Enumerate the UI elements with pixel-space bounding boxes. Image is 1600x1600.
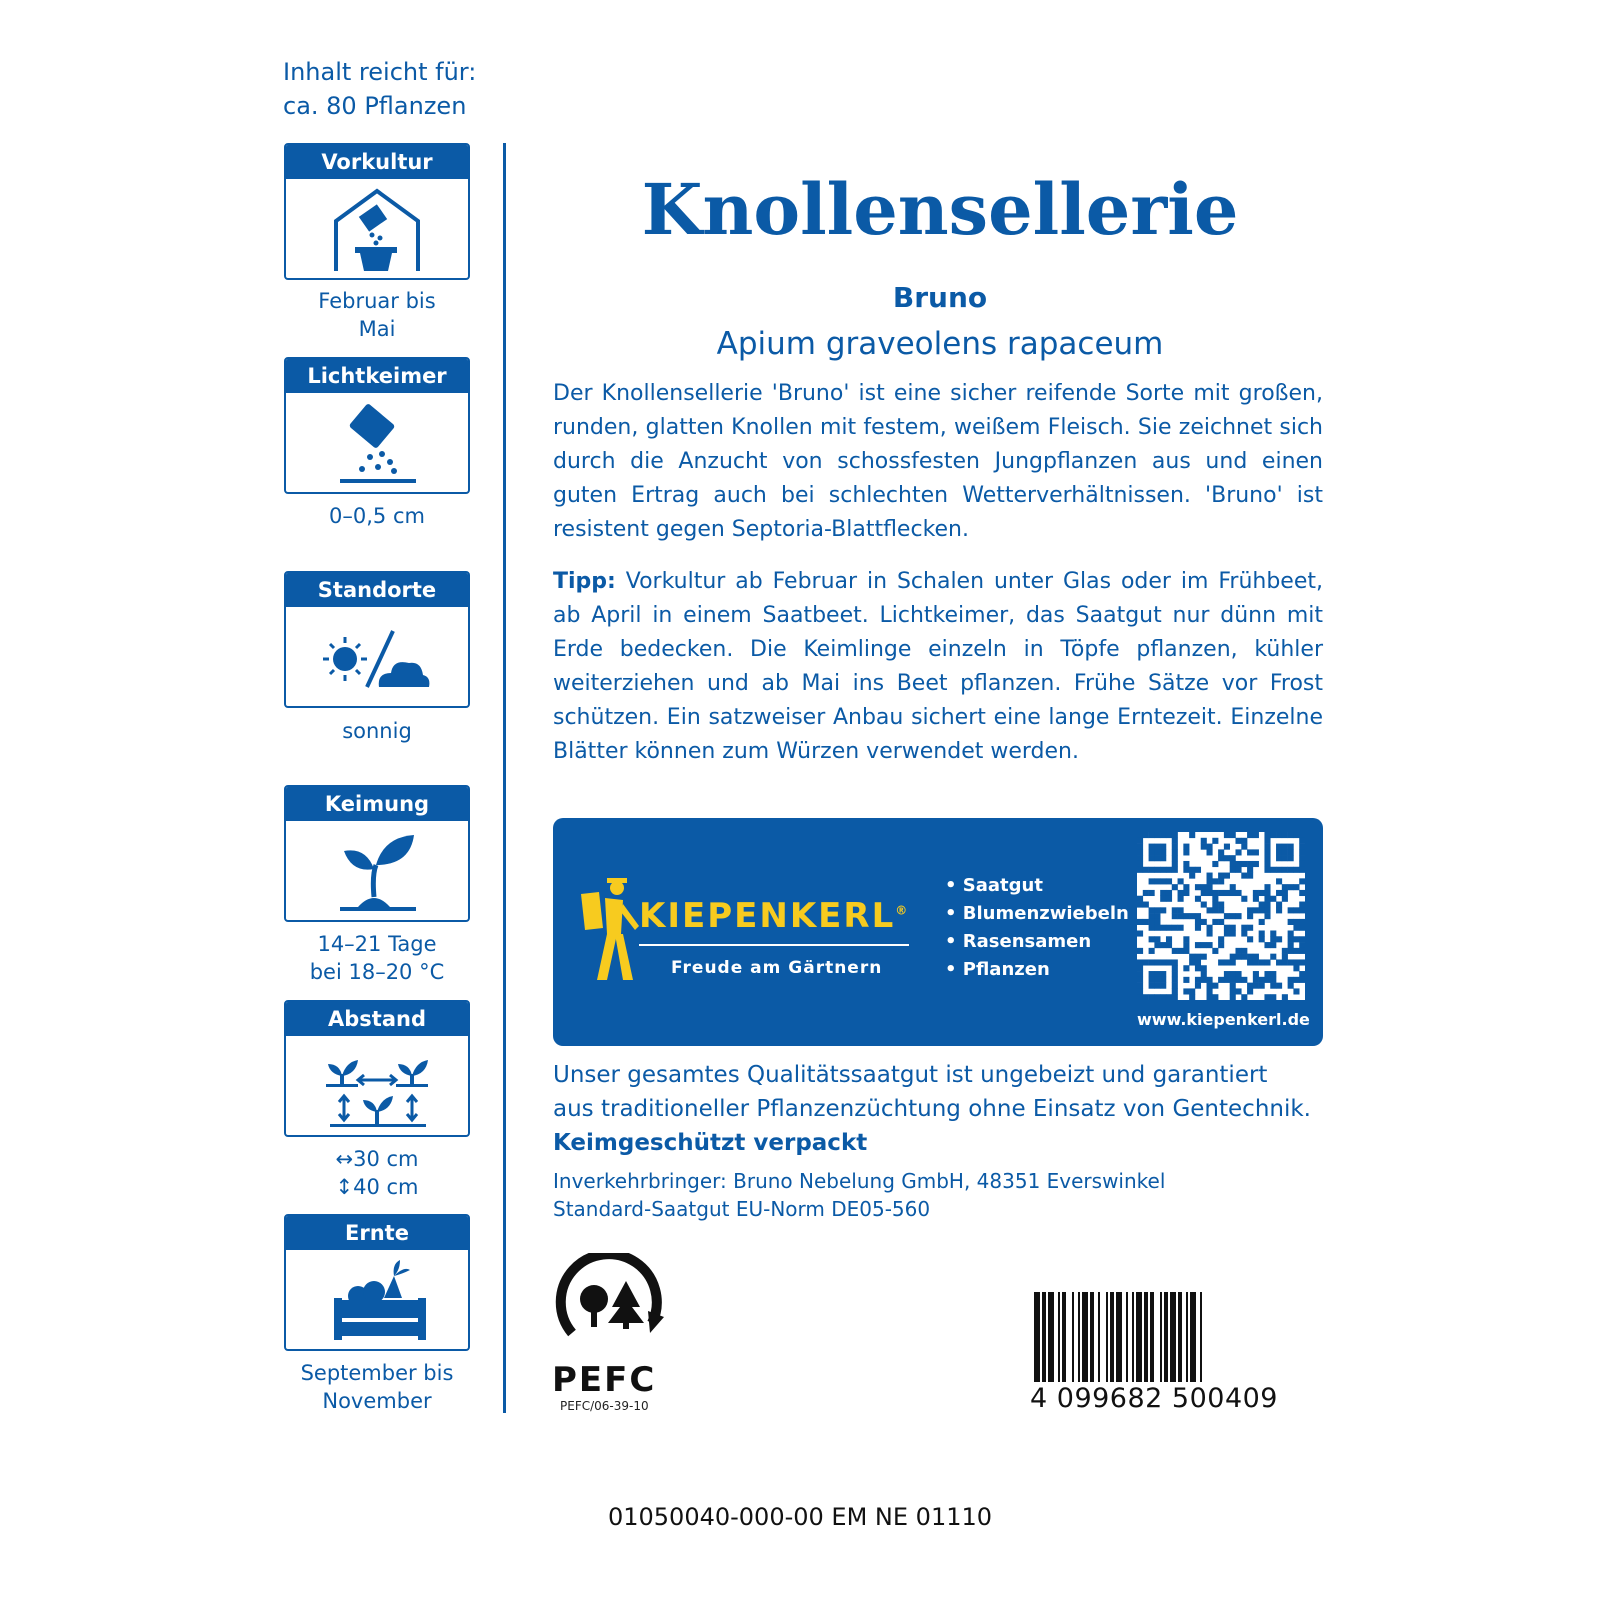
pefc-code: PEFC/06-39-10 bbox=[560, 1399, 649, 1413]
barcode-number: 4 099682 500409 bbox=[1030, 1383, 1278, 1414]
sprout-icon bbox=[322, 825, 432, 920]
pefc-wordmark: PEFC bbox=[552, 1360, 657, 1400]
card-ernte-caption bbox=[268, 1359, 486, 1415]
caption-line1: ↔30 cm bbox=[335, 1147, 419, 1171]
seed-bag-icon bbox=[322, 397, 432, 492]
caption-line2: ↕40 cm bbox=[335, 1175, 419, 1199]
barcode-icon bbox=[1030, 1292, 1320, 1384]
content-amount-line2: ca. 80 Pflanzen bbox=[283, 92, 467, 120]
caption-line1: sonnig bbox=[342, 719, 412, 743]
brand-wordmark: KIEPENKERL bbox=[639, 896, 896, 936]
article-number: 01050040-000-00 EM NE 01110 bbox=[607, 1503, 993, 1531]
caption-line1: 14–21 Tage bbox=[317, 932, 437, 956]
caption-line1: 0–0,5 cm bbox=[329, 504, 425, 528]
sun-cloud-icon bbox=[317, 611, 437, 706]
card-keimung bbox=[284, 785, 470, 922]
card-title: Standorte bbox=[286, 573, 468, 607]
card-title: Vorkultur bbox=[286, 145, 468, 179]
quality-line2: aus traditioneller Pflanzenzüchtung ohne Einsatz von Gentechnik. bbox=[553, 1096, 1311, 1122]
latin-name: Apium graveolens rapaceum bbox=[716, 326, 1164, 362]
card-lichtkeimer-caption bbox=[268, 502, 486, 530]
harvest-crate-icon bbox=[322, 1254, 432, 1349]
quality-statement bbox=[553, 1058, 1323, 1160]
card-vorkultur bbox=[284, 143, 470, 280]
card-title: Ernte bbox=[286, 1216, 468, 1250]
quality-line1: Unser gesamtes Qualitätssaatgut ist ungebeizt und garantiert bbox=[553, 1062, 1268, 1088]
card-standorte bbox=[284, 571, 470, 708]
variety-name: Bruno bbox=[892, 281, 988, 314]
distributor-line1: Inverkehrbringer: Bruno Nebelung GmbH, 48351 Everswinkel bbox=[553, 1169, 1166, 1193]
tip-text: Vorkultur ab Februar in Schalen unter Glas oder im Frühbeet, ab April in einem Saatbeet. Lichtkeimer, das Saatgut nur dünn mit Erde bedecken. Die Keimlinge einzeln in Töpfe pflanzen, kühler weiterziehen und ab Mai ins Beet pflanzen. Frühe Sätze vor Frost schützen. Ein satzweiser Anbau sichert eine lange Erntezeit. Einzelne Blätter können zum Würzen verwendet werden. bbox=[553, 569, 1323, 764]
card-abstand-caption bbox=[268, 1145, 486, 1201]
distributor-info bbox=[553, 1167, 1323, 1223]
caption-line2: bei 18–20 °C bbox=[309, 960, 445, 984]
description-paragraph: Der Knollensellerie 'Bruno' ist eine sicher reifende Sorte mit großen, runden, glatten Knollen mit festem, weißem Fleisch. Sie zeichnet sich durch die Anzucht von schossfesten Jungpflanzen aus und einen guten Ertrag auch bei schlechten Wetterverhältnissen. 'Bruno' ist resistent gegen Septoria-Blattflecken. bbox=[553, 381, 1323, 542]
list-item: • Blumenzwiebeln bbox=[945, 903, 1129, 924]
card-vorkultur-caption bbox=[268, 287, 486, 343]
card-title: Keimung bbox=[286, 787, 468, 821]
card-title: Abstand bbox=[286, 1002, 468, 1036]
qr-code-icon[interactable] bbox=[1137, 832, 1305, 1000]
website-link[interactable]: www.kiepenkerl.de bbox=[1137, 1010, 1310, 1029]
hiker-logo-icon bbox=[577, 876, 647, 986]
card-ernte bbox=[284, 1214, 470, 1351]
distributor-line2: Standard-Saatgut EU-Norm DE05-560 bbox=[553, 1197, 931, 1221]
card-title: Lichtkeimer bbox=[286, 359, 468, 393]
caption-line2: Mai bbox=[358, 317, 396, 341]
brand-slogan: Freude am Gärtnern bbox=[671, 958, 883, 978]
quality-line3: Keimgeschützt verpackt bbox=[553, 1130, 868, 1156]
caption-line1: Februar bis bbox=[318, 289, 436, 313]
product-title: Knollensellerie bbox=[641, 168, 1239, 251]
card-standorte-caption bbox=[268, 717, 486, 745]
caption-line2: November bbox=[322, 1389, 432, 1413]
content-amount bbox=[283, 55, 476, 123]
greenhouse-seedpot-icon bbox=[322, 183, 432, 278]
plant-spacing-icon bbox=[312, 1040, 442, 1135]
caption-line1: September bis bbox=[300, 1361, 454, 1385]
card-keimung-caption bbox=[268, 930, 486, 986]
content-amount-line1: Inhalt reicht für: bbox=[283, 58, 477, 86]
registered-mark: ® bbox=[895, 903, 910, 918]
brand-underline bbox=[639, 944, 909, 946]
product-category-list bbox=[945, 872, 1129, 984]
brand-banner bbox=[553, 818, 1323, 1046]
list-item: • Pflanzen bbox=[945, 959, 1050, 980]
tip-paragraph bbox=[553, 565, 1323, 769]
column-divider bbox=[503, 143, 506, 1413]
card-abstand bbox=[284, 1000, 470, 1137]
list-item: • Rasensamen bbox=[945, 931, 1092, 952]
tip-label: Tipp: bbox=[553, 569, 616, 594]
list-item: • Saatgut bbox=[945, 875, 1043, 896]
brand-name bbox=[639, 896, 909, 936]
card-lichtkeimer bbox=[284, 357, 470, 494]
pefc-logo-icon bbox=[552, 1253, 672, 1361]
